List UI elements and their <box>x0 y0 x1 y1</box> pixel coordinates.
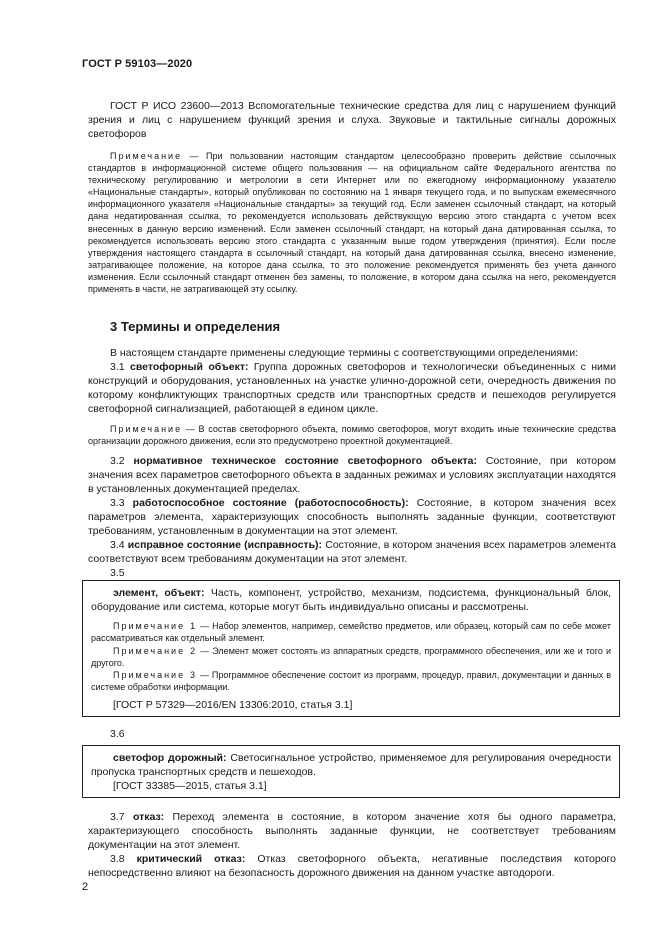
term-definition: Переход элемента в состояние, в котором значение хотя бы одного параметра, характеризующего способность выполнять заданные функции, не соответствует требованиям документации на этот элемент. <box>88 810 616 851</box>
term-definition: Состояние, при котором значения всех параметров светофорного объекта в заданных режимах и условиях эксплуатации находятся в установленных документацией пределах. <box>88 455 616 496</box>
term-number: 3.1 <box>110 361 131 374</box>
note-text: — При пользовании настоящим стандартом целесообразно проверить действие ссылочных стандартов в информационной системе общего пользования — на официальном сайте Федерального агентства по техническому регулированию и метрологии в сети Интернет или по ежегодному информационному указателю «Национальные стандарты», который опубликован по состоянию на 1 января текущего года, и по выпускам ежемесячного информационного указателя «Национальные стандарты» за текущий год. Если заменен ссылочный стандарт, на который дана недатированная ссылка, то рекомендуется использовать действующую версию этого стандарта с учетом всех внесенных в данную версию изменений. Если заменен ссылочный стандарт, на который дана датированная ссылка, то рекомендуется использовать версию этого стандарта с указанным выше годом утверждения (принятия). Если после утверждения настоящего стандарта в ссылочный стандарт, на который дана датированная ссылка, внесено изменение, затрагивающее положение, на которое дана ссылка, то это положение рекомендуется применять без учета данного изменения. Если ссылочный стандарт отменен без замены, то положение, в котором дана ссылка на него, рекомендуется применять в части, не затрагивающей эту ссылку. <box>88 151 616 295</box>
term-3-5-number: 3.5 <box>110 567 125 580</box>
term-number: 3.7 <box>110 810 133 823</box>
term-name: светофорный объект: <box>130 361 249 374</box>
note-label: Примечание 1 <box>113 621 198 632</box>
term-3-4 <box>88 538 616 566</box>
term-definition: Группа дорожных светофоров и технологически объединенных с ними конструкций и оборудования, установленных на участке улично-дорожной сети, очередность движения по которому конфликтующих транспортных средств или транспортных средств и пешеходов регулируется светофорной сигнализацией, работающей в едином цикле. <box>88 361 617 416</box>
term-3-5-note-2 <box>91 645 611 669</box>
term-definition: Состояние, в котором значения всех параметров элемента, характеризующих способность выполнять заданные функции, соответствуют требованиям, установленным в документации на этот элемент. <box>88 497 616 538</box>
term-name: работоспособное состояние (работоспособность): <box>132 497 409 510</box>
term-3-5 <box>91 586 611 614</box>
term-definition: Отказ светофорного объекта, негативные последствия которого непосредственно влияют на безопасность дорожного движения на данном участке автодороги. <box>88 852 616 879</box>
term-name: элемент, объект: <box>113 587 205 600</box>
term-3-6-source: [ГОСТ 33385—2015, статья 3.1] <box>113 779 267 792</box>
term-number: 3.2 <box>110 455 134 468</box>
term-name: светофор дорожный: <box>113 751 227 764</box>
reference-gost-23600: ГОСТ Р ИСО 23600—2013 Вспомогательные технические средства для лиц с нарушением функций зрения и лиц с нарушением функций зрения и слуха. Звуковые и тактильные сигналы дорожных светофоров <box>88 100 616 140</box>
note-text: — Программное обеспечение состоит из программ, процедур, правил, документации и данных в системе обработки информации. <box>91 669 611 692</box>
section-heading: 3 Термины и определения <box>110 319 281 335</box>
term-3-8 <box>88 852 616 880</box>
note-label: Примечание 2 <box>113 645 198 656</box>
term-name: исправное состояние (исправность): <box>127 539 323 552</box>
term-definition: Светосигнальное устройство, применяемое для регулирования очередности пропуска транспортных средств и пешеходов. <box>91 751 611 778</box>
term-3-5-source: [ГОСТ Р 57329—2016/EN 13306:2010, статья 3.1] <box>113 698 353 711</box>
term-3-3 <box>88 496 616 538</box>
document-header: ГОСТ Р 59103—2020 <box>82 58 193 70</box>
term-name: нормативное техническое состояние светофорного объекта: <box>133 455 478 468</box>
references-note <box>88 150 616 295</box>
term-3-6-number: 3.6 <box>110 727 125 740</box>
term-name: отказ: <box>132 810 165 823</box>
note-label: Примечание <box>110 151 183 161</box>
note-label: Примечание 3 <box>113 669 198 680</box>
section-intro: В настоящем стандарте применены следующие термины с соответствующими определениями: <box>110 347 579 360</box>
term-3-5-note-1 <box>91 620 611 644</box>
term-number: 3.4 <box>110 539 128 552</box>
note-text: — Элемент может состоять из аппаратных средств, программного обеспечения, или же и того и другого. <box>91 645 611 668</box>
term-name: критический отказ: <box>136 852 246 865</box>
note-text: — Набор элементов, например, семейство предметов, или образец, который сам по себе может рассматриваться как отдельный элемент. <box>91 621 611 644</box>
page-content <box>88 99 616 880</box>
note-label: Примечание <box>110 424 183 435</box>
term-definition: Состояние, в котором значения всех параметров элемента соответствуют всем требованиям документации на этот элемент. <box>88 539 616 566</box>
term-3-1-note <box>88 423 616 447</box>
term-definition: Часть, компонент, устройство, механизм, подсистема, функциональный блок, оборудование или система, которые могут быть индивидуально описаны и рассмотрены. <box>91 587 611 614</box>
term-3-7 <box>88 810 616 852</box>
term-3-6 <box>91 751 611 779</box>
note-text: — В состав светофорного объекта, помимо светофоров, могут входить иные технические средства организации дорожного движения, если это предусмотрено проектной документацией. <box>88 424 616 447</box>
page-number: 2 <box>82 881 89 893</box>
term-3-6-box <box>82 745 620 798</box>
term-number: 3.3 <box>110 497 133 510</box>
term-3-5-box <box>82 580 620 717</box>
term-number: 3.8 <box>110 852 137 865</box>
term-3-1 <box>88 360 616 416</box>
term-3-2 <box>88 454 616 496</box>
term-3-5-note-3 <box>91 669 611 693</box>
